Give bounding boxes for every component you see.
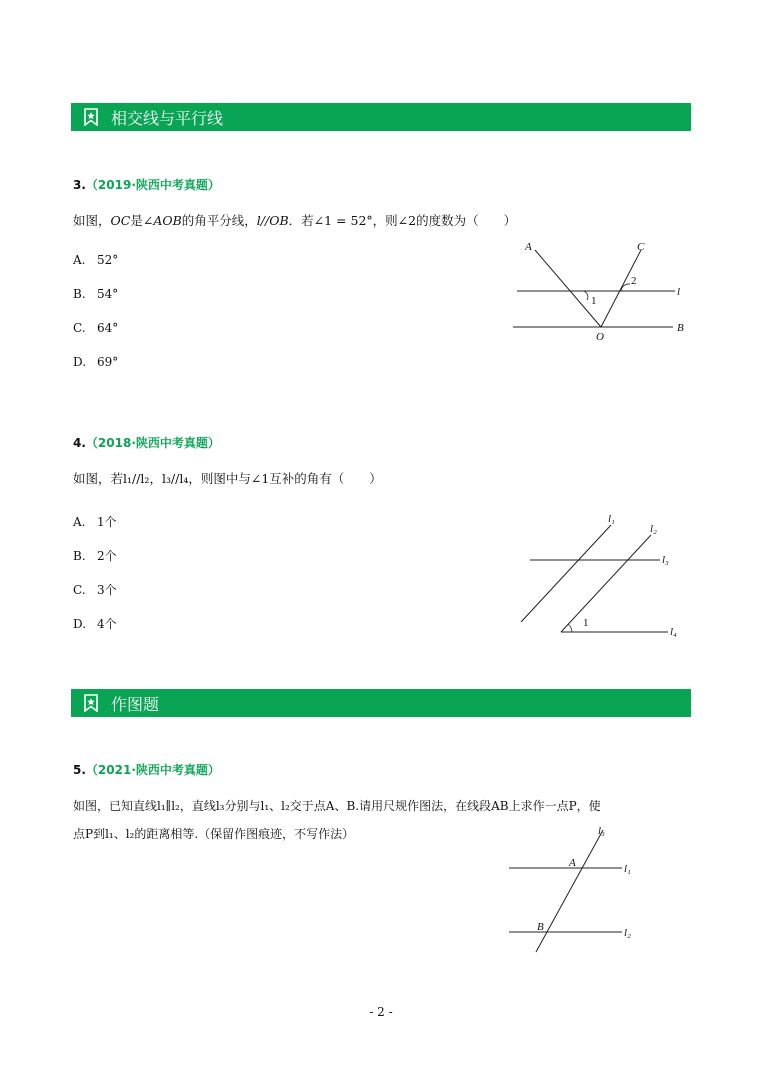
figure-q5: [500, 820, 650, 960]
question-stem-5-line1: 如图，已知直线l₁∥l₂，直线l₃分别与l₁、l₂交于点A、B.请用尺规作图法，在线段AB上求作一点P，使: [73, 799, 601, 813]
section-banner-2: [71, 689, 691, 717]
label-b: B: [677, 322, 684, 334]
option-c: C. 64°: [73, 321, 119, 335]
label-l2: l₂: [624, 927, 631, 939]
option-d: D. 69°: [73, 355, 119, 369]
label-l1: l₁: [624, 863, 631, 875]
question-number: 3.: [73, 178, 86, 192]
question-stem-4: 如图，若l₁//l₂，l₃//l₄，则图中与∠1互补的角有（ ）: [73, 471, 382, 486]
page-number: - 2 -: [369, 1005, 393, 1019]
label-l3: l₃: [598, 825, 605, 837]
question-header-3: [73, 176, 220, 193]
label-o: O: [596, 331, 604, 343]
line-l1: [521, 525, 611, 622]
option-a: A. 1个: [73, 515, 117, 529]
label-l3: l₃: [662, 554, 669, 566]
question-source: （2019·陕西中考真题）: [85, 178, 220, 192]
label-l4: l₄: [670, 626, 677, 638]
question-stem-3: 如图，OC是∠AOB的角平分线，l//OB．若∠1 = 52°，则∠2的度数为（ ）: [73, 213, 517, 228]
figure-q3: [505, 238, 695, 348]
section-title: 作图题: [111, 694, 160, 714]
line-ao: [535, 250, 601, 327]
label-angle-1: 1: [591, 295, 597, 307]
line-oc: [601, 250, 641, 327]
label-a: A: [569, 857, 576, 869]
label-a: A: [525, 241, 532, 253]
question-stem-5-line2: 点P到l₁、l₂的距离相等.（保留作图痕迹，不写作法）: [73, 827, 355, 841]
label-l: l: [677, 286, 681, 298]
section-banner-1: [71, 103, 691, 131]
option-d: D. 4个: [73, 617, 117, 631]
option-b: B. 2个: [73, 549, 117, 563]
question-header-5: 5.（2021·陕西中考真题）: [73, 763, 220, 777]
label-l2: l₂: [650, 523, 657, 535]
bookmark-star-icon: [83, 694, 99, 712]
option-b: B. 54°: [73, 287, 119, 301]
bookmark-star-icon: [83, 108, 99, 126]
label-l1: l₁: [608, 513, 615, 525]
figure-q4: [510, 505, 690, 643]
option-c: C. 3个: [73, 583, 117, 597]
line-l2: [561, 535, 651, 632]
angle-1-arc: [568, 624, 572, 632]
label-angle-2: 2: [631, 275, 637, 287]
question-header-4: 4.（2018·陕西中考真题）: [73, 436, 220, 450]
section-title: 相交线与平行线: [111, 108, 224, 128]
angle-1-arc: [583, 291, 588, 300]
option-a: A. 52°: [73, 253, 119, 267]
label-angle-1: 1: [583, 617, 589, 629]
label-b: B: [537, 921, 544, 933]
line-l3: [536, 830, 603, 952]
label-c: C: [637, 241, 645, 253]
